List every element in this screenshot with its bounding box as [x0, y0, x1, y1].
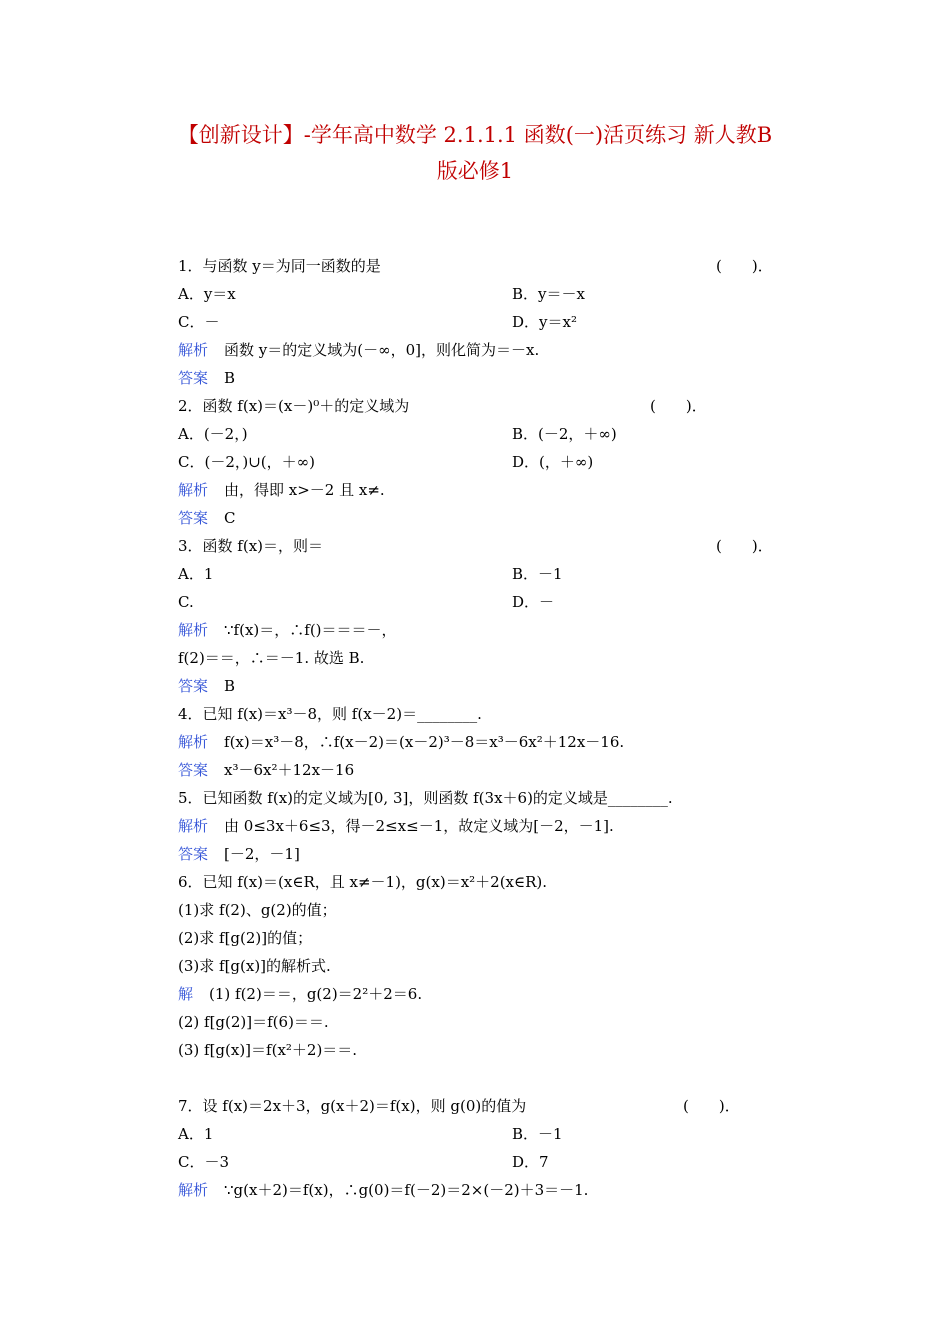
q3-stem: 3．函数 f(x)＝，则＝ — [178, 537, 324, 555]
q4-answer-text: x³－6x²＋12x－16 — [224, 761, 355, 779]
q3-options-ab — [178, 560, 778, 588]
q2-option-c: C．(－2，)∪(，＋∞) — [178, 453, 315, 471]
q6-stem: 6．已知 f(x)＝(x∈R，且 x≠－1)，g(x)＝x²＋2(x∈R). — [178, 873, 548, 891]
q1-analysis-text: 函数 y＝的定义域为(－∞，0]，则化简为＝－x. — [224, 341, 540, 359]
q1-option-c: C．－ — [178, 313, 220, 331]
q1-answer-bracket: ( )． — [716, 257, 773, 275]
q1-analysis — [178, 336, 778, 364]
exercise-content — [178, 252, 778, 1204]
q3-option-b: B．－1 — [512, 565, 563, 583]
q5-stem: 5．已知函数 f(x)的定义域为[0, 3]，则函数 f(3x＋6)的定义域是________. — [178, 789, 673, 807]
q2-answer-bracket: ( )． — [650, 397, 707, 415]
q1-options-ab — [178, 280, 778, 308]
q7-analysis — [178, 1176, 778, 1204]
answer-label: 答案 — [178, 369, 209, 387]
q5-stem-line — [178, 784, 778, 812]
q6-solution-2 — [178, 1008, 778, 1036]
q6-solution-1 — [178, 980, 778, 1008]
q2-stem-line — [178, 392, 778, 420]
q7-option-b: B．－1 — [512, 1125, 563, 1143]
q2-options-ab — [178, 420, 778, 448]
q3-analysis — [178, 616, 778, 644]
q4-analysis-text: f(x)＝x³－8，∴f(x－2)＝(x－2)³－8＝x³－6x²＋12x－16. — [224, 733, 625, 751]
answer-label: 答案 — [178, 509, 209, 527]
q7-analysis-text: ∵g(x＋2)＝f(x)，∴g(0)＝f(－2)＝2×(－2)＋3＝－1. — [224, 1181, 589, 1199]
solution-label: 解 — [178, 985, 194, 1003]
q7-options-ab — [178, 1120, 778, 1148]
q6-part2-text: (2)求 f[g(2)]的值； — [178, 929, 313, 947]
q3-option-d: D．－ — [512, 593, 555, 611]
document-title-line2: 版必修1 — [436, 159, 514, 183]
q2-analysis-text: 由，得即 x>－2 且 x≠. — [224, 481, 385, 499]
q2-option-d: D．(，＋∞) — [512, 453, 594, 471]
q6-part1-text: (1)求 f(2)、g(2)的值； — [178, 901, 337, 919]
q5-analysis-text: 由 0≤3x＋6≤3，得－2≤x≤－1，故定义域为[－2，－1]. — [224, 817, 614, 835]
q1-option-a: A．y＝x — [178, 285, 236, 303]
q5-answer — [178, 840, 778, 868]
q7-stem: 7．设 f(x)＝2x＋3，g(x＋2)＝f(x)，则 g(0)的值为 — [178, 1097, 527, 1115]
q7-stem-line — [178, 1092, 778, 1120]
q2-answer-text: C — [224, 509, 236, 527]
q6-part2 — [178, 924, 778, 952]
q5-answer-text: [－2，－1] — [224, 845, 300, 863]
q6-solution-1-text: (1) f(2)＝＝，g(2)＝2²＋2＝6. — [209, 985, 423, 1003]
q1-option-d: D．y＝x² — [512, 313, 577, 331]
q2-stem: 2．函数 f(x)＝(x－)⁰＋的定义域为 — [178, 397, 410, 415]
q3-analysis-text-2: f(2)＝＝，∴＝－1. 故选 B. — [178, 649, 365, 667]
q2-analysis — [178, 476, 778, 504]
q1-stem-line — [178, 252, 778, 280]
q4-analysis — [178, 728, 778, 756]
q2-options-cd — [178, 448, 778, 476]
q7-option-d: D．7 — [512, 1153, 549, 1171]
q6-part3 — [178, 952, 778, 980]
q3-answer-text: B — [224, 677, 236, 695]
q6-part1 — [178, 896, 778, 924]
analysis-label: 解析 — [178, 621, 209, 639]
q3-analysis-text: ∵f(x)＝，∴f()＝＝＝－， — [224, 621, 397, 639]
q6-stem-line — [178, 868, 778, 896]
q3-stem-line — [178, 532, 778, 560]
q3-answer-bracket: ( )． — [716, 537, 773, 555]
q1-answer — [178, 364, 778, 392]
q6-solution-3 — [178, 1036, 778, 1064]
answer-label: 答案 — [178, 845, 209, 863]
q1-options-cd — [178, 308, 778, 336]
analysis-label: 解析 — [178, 481, 209, 499]
q3-option-c: C. — [178, 593, 194, 611]
answer-label: 答案 — [178, 761, 209, 779]
q4-stem: 4．已知 f(x)＝x³－8，则 f(x－2)＝________. — [178, 705, 482, 723]
q3-answer — [178, 672, 778, 700]
q7-options-cd — [178, 1148, 778, 1176]
spacer — [178, 1064, 778, 1092]
document-title-line1: 【创新设计】-学年高中数学 2.1.1.1 函数(一)活页练习 新人教B — [177, 123, 773, 147]
q3-analysis-cont — [178, 644, 778, 672]
q1-option-b: B．y＝－x — [512, 285, 585, 303]
q1-stem: 1．与函数 y＝为同一函数的是 — [178, 257, 381, 275]
q4-answer — [178, 756, 778, 784]
q5-analysis — [178, 812, 778, 840]
q6-solution-3-text: (3) f[g(x)]＝f(x²＋2)＝＝. — [178, 1041, 358, 1059]
answer-label: 答案 — [178, 677, 209, 695]
analysis-label: 解析 — [178, 1181, 209, 1199]
q7-answer-bracket: ( )． — [683, 1097, 740, 1115]
q2-option-a: A．(－2，) — [178, 425, 248, 443]
q2-answer — [178, 504, 778, 532]
q1-answer-text: B — [224, 369, 236, 387]
q2-option-b: B．(－2，＋∞) — [512, 425, 617, 443]
q3-options-cd — [178, 588, 778, 616]
q4-stem-line — [178, 700, 778, 728]
q7-option-a: A．1 — [178, 1125, 214, 1143]
q7-option-c: C．－3 — [178, 1153, 230, 1171]
analysis-label: 解析 — [178, 341, 209, 359]
analysis-label: 解析 — [178, 817, 209, 835]
q6-part3-text: (3)求 f[g(x)]的解析式. — [178, 957, 331, 975]
analysis-label: 解析 — [178, 733, 209, 751]
q6-solution-2-text: (2) f[g(2)]＝f(6)＝＝. — [178, 1013, 329, 1031]
q3-option-a: A．1 — [178, 565, 214, 583]
